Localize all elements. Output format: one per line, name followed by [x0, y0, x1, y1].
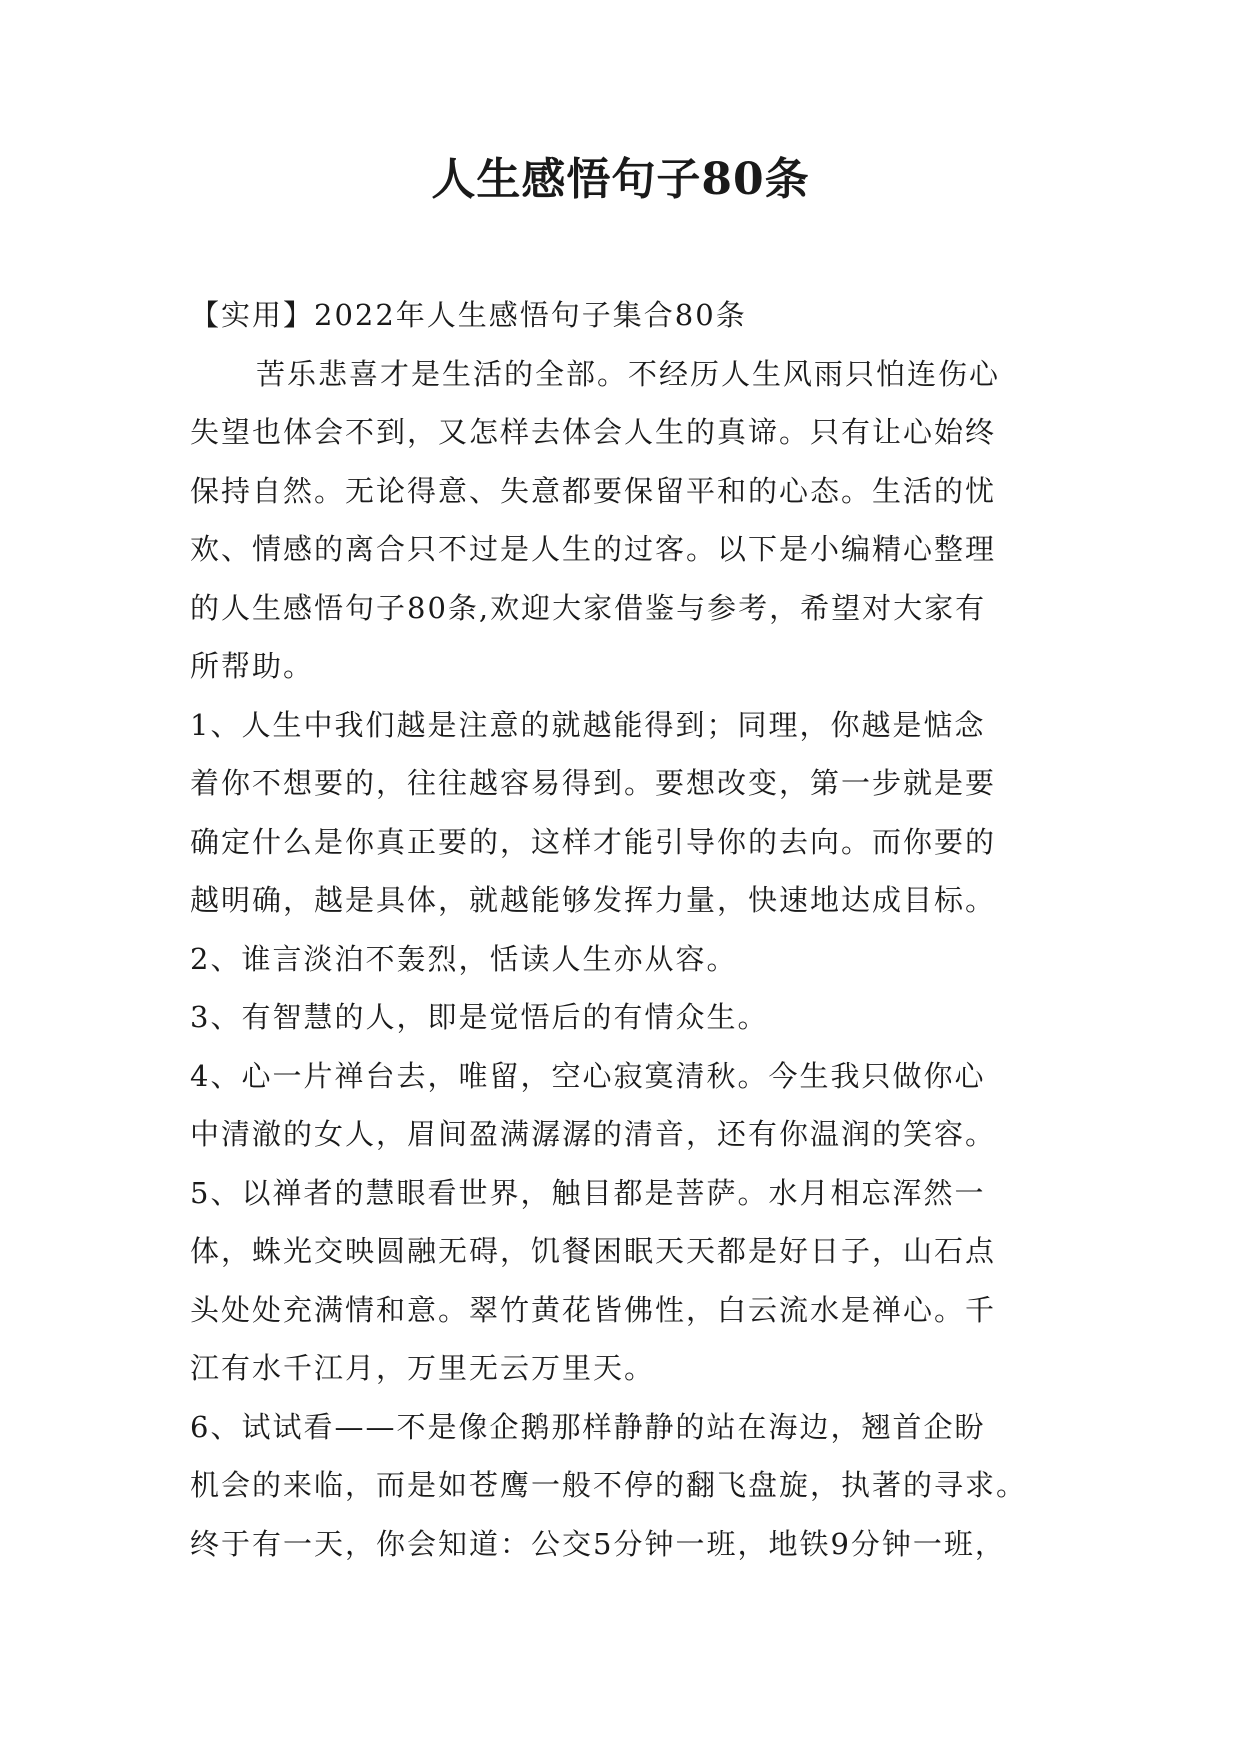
item-line: 机会的来临，而是如苍鹰一般不停的翻飞盘旋，执著的寻求。 — [190, 1468, 1028, 1502]
item-line: 4、心一片禅台去，唯留，空心寂寞清秋。今生我只做你心 — [190, 1058, 986, 1093]
item-line: 着你不想要的，往往越容易得到。要想改变，第一步就是要 — [190, 766, 997, 800]
item-line: 1、人生中我们越是注意的就越能得到；同理，你越是惦念 — [190, 707, 986, 742]
subtitle-line: 【实用】2022年人生感悟句子集合80条 — [190, 298, 747, 332]
document-title: 人生感悟句子80条 — [431, 154, 810, 205]
intro-line: 所帮助。 — [190, 649, 315, 683]
intro-line: 苦乐悲喜才是生活的全部。不经历人生风雨只怕连伤心 — [256, 356, 1001, 391]
item-line: 5、以禅者的慧眼看世界，触目都是菩萨。水月相忘浑然一 — [190, 1175, 986, 1210]
item-line: 中清澈的女人，眉间盈满潺潺的清音，还有你温润的笑容。 — [190, 1117, 997, 1151]
item-line: 体，蛛光交映圆融无碍，饥餐困眠天天都是好日子，山石点 — [190, 1234, 997, 1268]
intro-line: 欢、情感的离合只不过是人生的过客。以下是小编精心整理 — [190, 532, 997, 566]
intro-line: 的人生感悟句子80条,欢迎大家借鉴与参考，希望对大家有 — [190, 590, 987, 625]
item-line: 6、试试看——不是像企鹅那样静静的站在海边，翘首企盼 — [190, 1409, 986, 1444]
intro-line: 保持自然。无论得意、失意都要保留平和的心态。生活的忧 — [190, 473, 997, 508]
item-line: 2、谁言淡泊不轰烈，恬读人生亦从容。 — [190, 941, 738, 976]
intro-line: 失望也体会不到，又怎样去体会人生的真谛。只有让心始终 — [190, 415, 997, 449]
item-line: 头处处充满情和意。翠竹黄花皆佛性，白云流水是禅心。千 — [190, 1292, 997, 1327]
item-line: 越明确，越是具体，就越能够发挥力量，快速地达成目标。 — [190, 883, 997, 917]
item-line: 3、有智慧的人，即是觉悟后的有情众生。 — [190, 1000, 769, 1034]
item-line: 确定什么是你真正要的，这样才能引导你的去向。而你要的 — [190, 824, 997, 859]
document-body — [190, 286, 1070, 1573]
item-line: 终于有一天，你会知道：公交5分钟一班，地铁9分钟一班， — [190, 1526, 1006, 1561]
item-line: 江有水千江月，万里无云万里天。 — [190, 1351, 656, 1385]
